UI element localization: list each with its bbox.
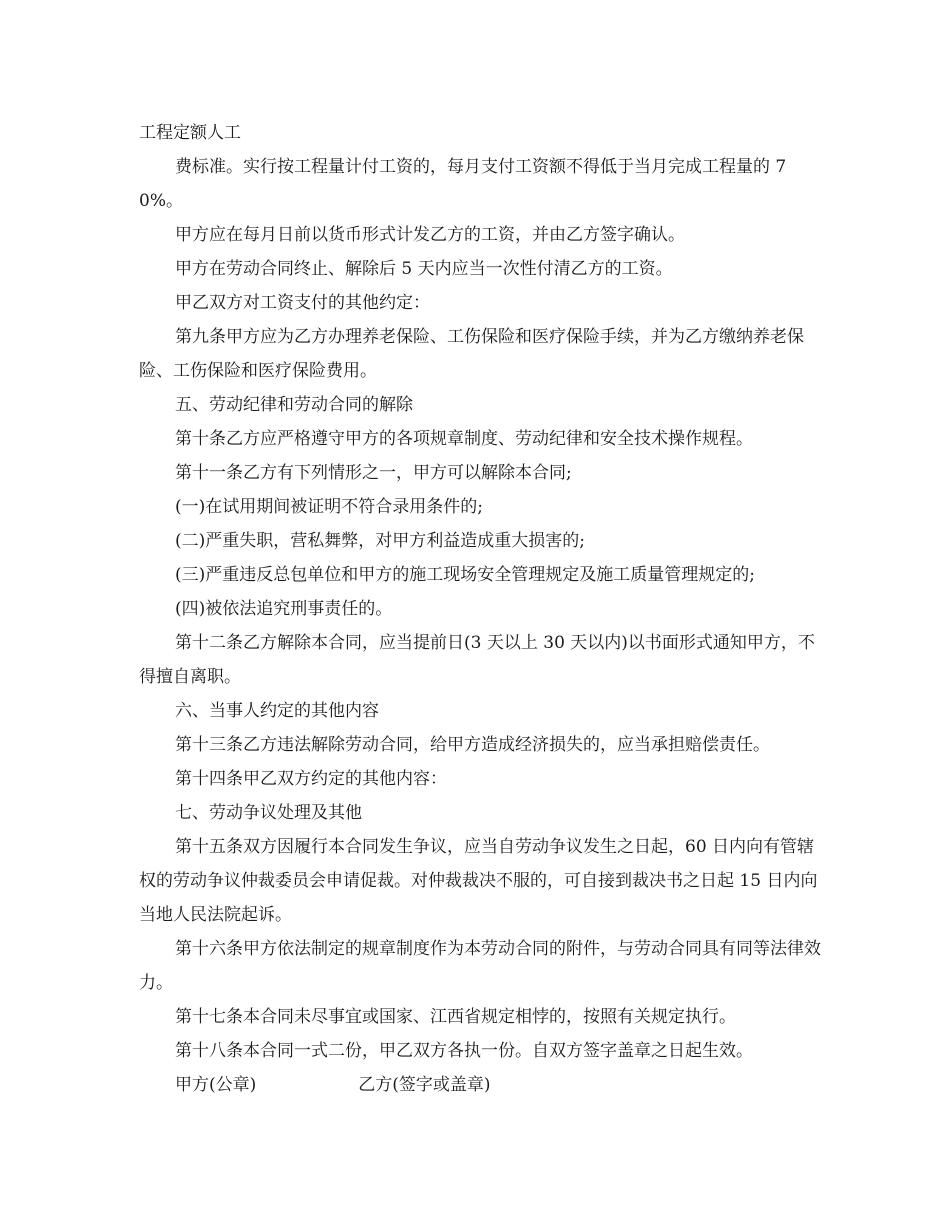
paragraph-article-13: 第十三条乙方违法解除劳动合同，给甲方造成经济损失的，应当承担赔偿责任。 bbox=[175, 735, 770, 755]
paragraph-article-18: 第十八条本合同一式二份，甲乙双方各执一份。自双方签字盖章之日起生效。 bbox=[175, 1041, 753, 1061]
paragraph-article-15: 第十五条双方因履行本合同发生争议，应当自劳动争议发生之日起，60 日内向有管辖权的劳动争议仲裁委员会申请促裁。对仲裁裁决不服的，可自接到裁决书之日起 15 日内向当地人民法院起诉。 bbox=[139, 837, 818, 925]
paragraph-heading-fragment: 工程定额人工 bbox=[139, 123, 241, 143]
paragraph-wage-standard: 费标准。实行按工程量计付工资的，每月支付工资额不得低于当月完成工程量的 70%。 bbox=[139, 157, 787, 211]
list-item-3: (三)严重违反总包单位和甲方的施工现场安全管理规定及施工质量管理规定的; bbox=[175, 565, 755, 585]
list-item-1: (一)在试用期间被证明不符合录用条件的; bbox=[175, 497, 483, 517]
paragraph-article-10: 第十条乙方应严格遵守甲方的各项规章制度、劳动纪律和安全技术操作规程。 bbox=[175, 429, 753, 449]
paragraph-article-14: 第十四条甲乙双方约定的其他内容： bbox=[175, 769, 447, 789]
paragraph-final-payment: 甲方在劳动合同终止、解除后 5 天内应当一次性付清乙方的工资。 bbox=[175, 259, 673, 279]
paragraph-monthly-payment: 甲方应在每月日前以货币形式计发乙方的工资，并由乙方签字确认。 bbox=[175, 225, 685, 245]
paragraph-article-17: 第十七条本合同未尽事宜或国家、江西省规定相悖的，按照有关规定执行。 bbox=[175, 1007, 736, 1027]
paragraph-article-16: 第十六条甲方依法制定的规章制度作为本劳动合同的附件，与劳动合同具有同等法律效力。 bbox=[139, 939, 821, 993]
document-body bbox=[139, 116, 829, 1102]
party-b-signature-label: 乙方(签字或盖章) bbox=[358, 1075, 491, 1095]
paragraph-other-wage-terms: 甲乙双方对工资支付的其他约定： bbox=[175, 293, 430, 313]
party-a-signature-label: 甲方(公章) bbox=[175, 1075, 257, 1095]
list-item-4: (四)被依法追究刑事责任的。 bbox=[175, 599, 393, 619]
list-item-2: (二)严重失职，营私舞弊，对甲方利益造成重大损害的; bbox=[175, 531, 585, 551]
signature-row bbox=[139, 1068, 829, 1102]
paragraph-article-11: 第十一条乙方有下列情形之一，甲方可以解除本合同; bbox=[175, 463, 572, 483]
paragraph-article-12: 第十二条乙方解除本合同，应当提前日(3 天以上 30 天以内)以书面形式通知甲方，不得擅自离职。 bbox=[139, 633, 815, 687]
section-heading-6: 六、当事人约定的其他内容 bbox=[175, 701, 379, 721]
section-heading-5: 五、劳动纪律和劳动合同的解除 bbox=[175, 395, 413, 415]
paragraph-article-9: 第九条甲方应为乙方办理养老保险、工伤保险和医疗保险手续，并为乙方缴纳养老保险、工伤保险和医疗保险费用。 bbox=[139, 327, 804, 381]
section-heading-7: 七、劳动争议处理及其他 bbox=[175, 803, 362, 823]
